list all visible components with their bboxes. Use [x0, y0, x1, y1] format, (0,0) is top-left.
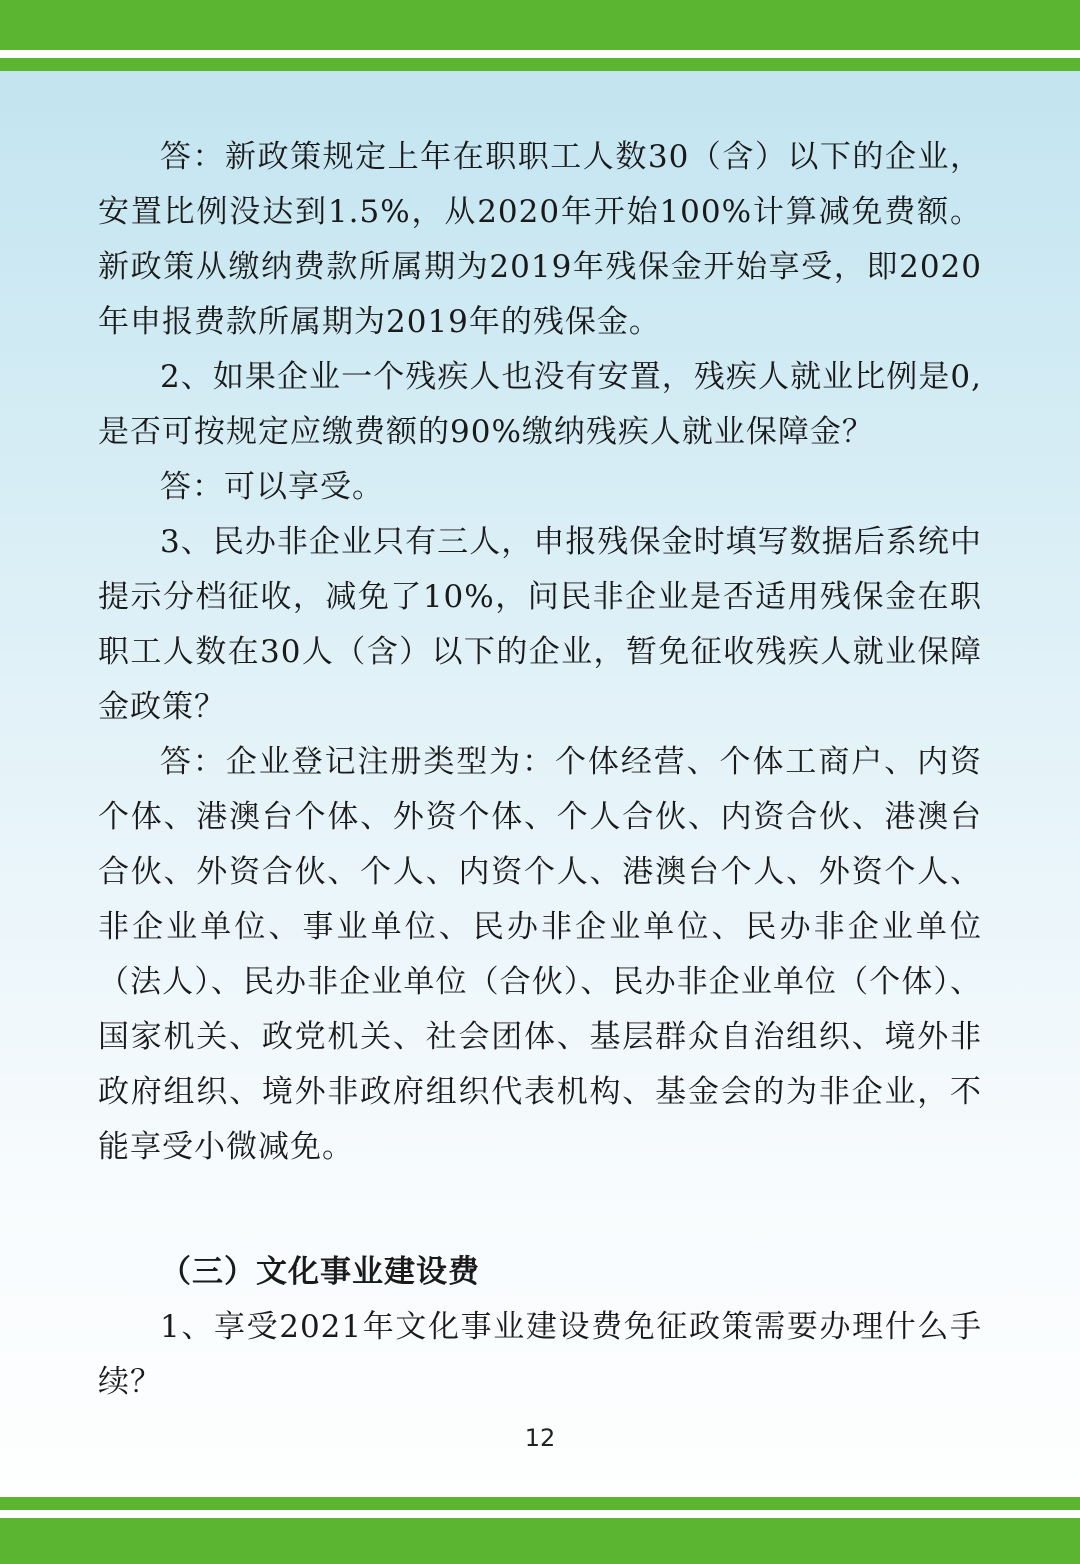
section-heading: （三）文化事业建设费	[160, 1254, 480, 1290]
question-paragraph-3: 3、民办非企业只有三人，申报残保金时填写数据后系统中提示分档征收，减免了10%，问民非企业是否适用残保金在职职工人数在30人（含）以下的企业，暂免征收残疾人就业保障金政策？	[98, 524, 982, 725]
top-band-gap	[0, 50, 1080, 58]
answer-paragraph-2: 答：可以享受。	[160, 469, 384, 505]
answer-paragraph-1: 答：新政策规定上年在职职工人数30（含）以下的企业，安置比例没达到1.5%，从2020年开始100%计算减免费额。新政策从缴纳费款所属期为2019年残保金开始享受，即2020年申报费款所属期为2019年的残保金。	[98, 139, 982, 340]
top-green-stripe	[0, 58, 1080, 71]
answer-paragraph-3: 答：企业登记注册类型为：个体经营、个体工商户、内资个体、港澳台个体、外资个体、个人合伙、内资合伙、港澳台合伙、外资合伙、个人、内资个人、港澳台个人、外资个人、非企业单位、事业单位、民办非企业单位、民办非企业单位（法人）、民办非企业单位（合伙）、民办非企业单位（个体）、国家机关、政党机关、社会团体、基层群众自治组织、境外非政府组织、境外非政府组织代表机构、基金会的为非企业，不能享受小微减免。	[98, 744, 982, 1165]
bottom-green-band	[0, 1518, 1080, 1564]
page-number: 12	[524, 1424, 556, 1452]
top-green-band	[0, 0, 1080, 50]
bottom-green-stripe	[0, 1497, 1080, 1510]
bottom-band-gap	[0, 1510, 1080, 1518]
question-paragraph-2: 2、如果企业一个残疾人也没有安置，残疾人就业比例是0,是否可按规定应缴费额的90%缴纳残疾人就业保障金？	[98, 359, 982, 450]
page-content	[98, 130, 982, 1410]
question-paragraph-culture-1: 1、享受2021年文化事业建设费免征政策需要办理什么手续？	[98, 1309, 982, 1400]
